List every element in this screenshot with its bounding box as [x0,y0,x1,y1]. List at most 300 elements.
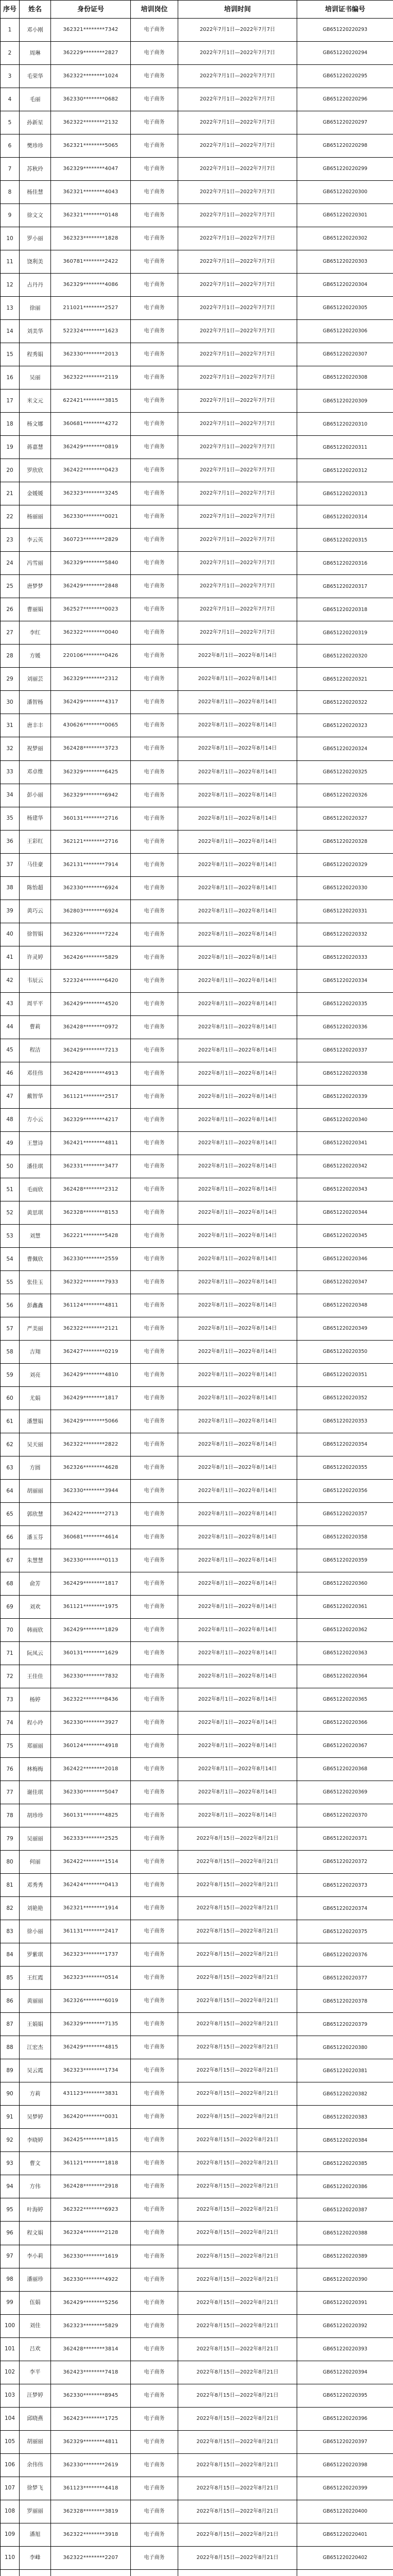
cell-index: 15 [1,343,20,366]
table-header-row [1,1,393,19]
cell-id-number: 362322********2121 [51,1317,131,1340]
cell-training-post: 电子商务 [131,2453,178,2477]
cell-training-period: 2022年8月15日—2022年8月21日 [178,2013,297,2036]
cell-id-number: 360124********4918 [51,1735,131,1758]
cell-training-post: 电子商务 [131,413,178,436]
table-row [1,2059,393,2082]
cell-training-post: 电子商务 [131,1479,178,1502]
cell-training-period: 2022年8月1日—2022年8月14日 [178,1526,297,1549]
table-row [1,2036,393,2059]
cell-training-period: 2022年8月15日—2022年8月21日 [178,1851,297,1874]
cell-index: 49 [1,1131,20,1155]
cell-id-number: 362428********2312 [51,1178,131,1201]
table-row [1,529,393,552]
cell-name: 杨婷 [20,1688,51,1711]
table-row [1,65,393,88]
cell-training-post: 电子商务 [131,1851,178,1874]
table-row [1,1363,393,1386]
cell-certificate-number: GB651220220303 [297,250,393,274]
cell-certificate-number: GB651220220380 [297,2036,393,2059]
table-row [1,1155,393,1178]
table-row [1,1943,393,1967]
cell-index: 92 [1,2129,20,2152]
cell-index: 12 [1,274,20,297]
cell-training-period: 2022年8月1日—2022年8月14日 [178,1479,297,1502]
cell-id-number: 362429********2848 [51,575,131,598]
cell-name: 伍娟 [20,2291,51,2314]
cell-index: 30 [1,691,20,714]
cell-certificate-number: GB651220220315 [297,529,393,552]
cell-index: 14 [1,320,20,343]
cell-training-period: 2022年8月1日—2022年8月14日 [178,923,297,946]
cell-training-post: 电子商务 [131,1456,178,1479]
cell-training-post: 电子商务 [131,1270,178,1294]
cell-id-number: 362424********0413 [51,1874,131,1897]
cell-id-number: 362329********4047 [51,158,131,181]
cell-index: 24 [1,552,20,575]
cell-training-post: 电子商务 [131,389,178,413]
cell-id-number: 362422********2018 [51,1758,131,1781]
cell-certificate-number: GB651220220391 [297,2291,393,2314]
cell-name: 黄丽丽 [20,1990,51,2013]
cell-name: 彭小丽 [20,784,51,807]
table-row [1,2268,393,2291]
cell-training-period: 2022年7月1日—2022年7月7日 [178,88,297,111]
cell-training-period: 2022年7月1日—2022年7月7日 [178,436,297,459]
cell-certificate-number: GB651220220384 [297,2129,393,2152]
cell-index: 88 [1,2036,20,2059]
cell-certificate-number: GB651220220396 [297,2407,393,2430]
cell-name: 占丹丹 [20,274,51,297]
cell-name: 杨丽丽 [20,505,51,529]
cell-index: 4 [1,88,20,111]
table-row [1,1108,393,1131]
cell-index: 53 [1,1224,20,1247]
cell-index: 93 [1,2152,20,2175]
cell-id-number: 362330********2013 [51,343,131,366]
cell-training-period: 2022年8月15日—2022年8月21日 [178,2245,297,2268]
cell-index: 65 [1,1503,20,1526]
cell-certificate-number: GB651220220328 [297,830,393,853]
cell-id-number: 362323********1828 [51,227,131,250]
cell-training-period: 2022年7月1日—2022年7月7日 [178,482,297,505]
cell-index: 79 [1,1827,20,1851]
cell-index: 86 [1,1990,20,2013]
cell-index: 32 [1,737,20,760]
cell-id-number: 362329********4086 [51,274,131,297]
cell-certificate-number: GB651220220401 [297,2523,393,2546]
cell-training-post: 电子商务 [131,204,178,227]
cell-index: 66 [1,1526,20,1549]
cell-training-post: 电子商务 [131,2361,178,2384]
table-row [1,807,393,830]
table-row [1,2198,393,2222]
cell-id-number: 362323********1734 [51,2059,131,2082]
cell-name: 罗丽丽 [20,2500,51,2523]
cell-training-post: 电子商务 [131,1526,178,1549]
cell-certificate-number: GB651220220336 [297,1015,393,1039]
cell-name: 刘艳艳 [20,1897,51,1920]
cell-name: 叶海婷 [20,2198,51,2222]
cell-training-post: 电子商务 [131,1967,178,1990]
cell-id-number: 362330********4922 [51,2268,131,2291]
cell-training-post: 电子商务 [131,1039,178,1062]
table-row [1,1711,393,1735]
cell-index: 3 [1,65,20,88]
table-row [1,598,393,621]
cell-training-period: 2022年8月1日—2022年8月14日 [178,784,297,807]
table-row [1,668,393,691]
cell-certificate-number: GB651220220367 [297,1735,393,1758]
table-row [1,645,393,668]
cell-index: 55 [1,1270,20,1294]
cell-name: 余伟伟 [20,2453,51,2477]
table-row [1,1642,393,1665]
cell-id-number: 362429********1829 [51,1619,131,1642]
cell-certificate-number: GB651220220381 [297,2059,393,2082]
cell-id-number: 362428********0972 [51,1015,131,1039]
cell-training-period: 2022年8月1日—2022年8月14日 [178,668,297,691]
cell-training-period: 2022年8月1日—2022年8月14日 [178,946,297,969]
cell-name: 程洁 [20,1039,51,1062]
cell-training-period: 2022年8月1日—2022年8月14日 [178,1201,297,1224]
cell-training-period: 2022年8月1日—2022年8月14日 [178,1619,297,1642]
table-row [1,737,393,760]
table-body [1,19,393,2576]
table-row [1,459,393,482]
table-row [1,134,393,158]
cell-id-number: 362322********6923 [51,2198,131,2222]
table-row [1,923,393,946]
cell-index: 36 [1,830,20,853]
cell-id-number: 362429********1817 [51,1386,131,1410]
cell-name: 吴丽丽 [20,1827,51,1851]
cell-training-post: 电子商务 [131,1943,178,1967]
cell-index: 13 [1,297,20,320]
cell-training-post [131,2569,178,2576]
cell-index: 100 [1,2314,20,2337]
cell-training-period: 2022年8月15日—2022年8月21日 [178,2523,297,2546]
cell-training-post: 电子商务 [131,830,178,853]
cell-id-number: 362423********7418 [51,2361,131,2384]
cell-id-number: 362323********5829 [51,2314,131,2337]
cell-id-number: 362422********2713 [51,1503,131,1526]
cell-name: 金媛媛 [20,482,51,505]
cell-certificate-number: GB651220220354 [297,1433,393,1456]
cell-training-period: 2022年8月15日—2022年8月21日 [178,2152,297,2175]
cell-id-number: 362429********4520 [51,992,131,1015]
table-row [1,111,393,134]
cell-training-period: 2022年8月15日—2022年8月21日 [178,2129,297,2152]
cell-name: 汪梦婷 [20,2384,51,2407]
cell-index: 105 [1,2430,20,2453]
cell-id-number: 362330********3944 [51,1479,131,1502]
table-row [1,2152,393,2175]
cell-certificate-number: GB651220220301 [297,204,393,227]
cell-name: 吉翔 [20,1340,51,1363]
cell-training-period: 2022年8月1日—2022年8月14日 [178,876,297,900]
cell-index: 73 [1,1688,20,1711]
cell-name: 潘玉芬 [20,1526,51,1549]
table-row [1,2337,393,2361]
cell-id-number: 362421********4811 [51,1131,131,1155]
cell-certificate-number: GB651220220304 [297,274,393,297]
cell-training-post: 电子商务 [131,65,178,88]
cell-certificate-number: GB651220220340 [297,1108,393,1131]
cell-training-post: 电子商务 [131,227,178,250]
cell-training-period: 2022年8月1日—2022年8月14日 [178,1363,297,1386]
cell-id-number: 362321********1914 [51,1897,131,1920]
cell-name: 王佳佳 [20,1665,51,1688]
cell-training-post: 电子商务 [131,1503,178,1526]
cell-training-period: 2022年7月1日—2022年7月7日 [178,274,297,297]
cell-name: 杨文娜 [20,413,51,436]
table-row [1,1433,393,1456]
cell-id-number: 360681********4614 [51,1526,131,1549]
cell-certificate-number: GB651220220387 [297,2198,393,2222]
table-row [1,552,393,575]
cell-id-number: 362322********2119 [51,366,131,389]
cell-name: 潘智杨 [20,691,51,714]
cell-name: 何丽 [20,1851,51,1874]
cell-training-post: 电子商务 [131,297,178,320]
cell-certificate-number: GB651220220365 [297,1688,393,1711]
cell-index: 109 [1,2523,20,2546]
cell-index: 56 [1,1294,20,1317]
cell-certificate-number: GB651220220385 [297,2152,393,2175]
cell-training-post: 电子商务 [131,2268,178,2291]
cell-training-period: 2022年8月15日—2022年8月21日 [178,2059,297,2082]
table-row [1,2082,393,2106]
cell-training-period: 2022年8月1日—2022年8月14日 [178,1247,297,1270]
cell-training-period: 2022年8月15日—2022年8月21日 [178,2036,297,2059]
table-row [1,1874,393,1897]
cell-id-number: 362420********0031 [51,2106,131,2129]
cell-training-period: 2022年8月1日—2022年8月14日 [178,1735,297,1758]
cell-training-post: 电子商务 [131,1433,178,1456]
cell-certificate-number: GB651220220294 [297,42,393,65]
cell-index: 33 [1,760,20,784]
cell-certificate-number: GB651220220349 [297,1317,393,1340]
cell-training-post: 电子商务 [131,1247,178,1270]
cell-index: 35 [1,807,20,830]
cell-training-period: 2022年8月15日—2022年8月21日 [178,1874,297,1897]
cell-name: 俞芳 [20,1572,51,1596]
cell-training-post: 电子商务 [131,2291,178,2314]
cell-name: 米文元 [20,389,51,413]
cell-id-number: 362429********5256 [51,2291,131,2314]
cell-id-number: 362321********7342 [51,19,131,42]
cell-training-period: 2022年8月1日—2022年8月14日 [178,1665,297,1688]
cell-certificate-number: GB651220220309 [297,389,393,413]
cell-training-post: 电子商务 [131,2384,178,2407]
cell-id-number: 362330********7832 [51,1665,131,1688]
cell-training-period: 2022年8月15日—2022年8月21日 [178,1990,297,2013]
cell-training-period: 2022年8月1日—2022年8月14日 [178,1572,297,1596]
cell-id-number: 362323********0514 [51,1967,131,1990]
cell-training-post: 电子商务 [131,1642,178,1665]
cell-name: 徐小丽 [20,1920,51,1943]
table-row [1,2106,393,2129]
table-row [1,2523,393,2546]
cell-name: 胡丽丽 [20,2430,51,2453]
cell-certificate-number: GB651220220343 [297,1178,393,1201]
cell-training-period: 2022年8月1日—2022年8月14日 [178,1711,297,1735]
cell-index: 22 [1,505,20,529]
cell-index: 70 [1,1619,20,1642]
cell-training-period: 2022年8月1日—2022年8月14日 [178,1270,297,1294]
cell-id-number: 362322********0040 [51,621,131,645]
table-row [1,320,393,343]
table-row [1,482,393,505]
cell-training-post: 电子商务 [131,552,178,575]
cell-training-post: 电子商务 [131,436,178,459]
cell-name: 王慧诗 [20,1131,51,1155]
cell-id-number [51,2569,131,2576]
table-row [1,2222,393,2245]
cell-index: 25 [1,575,20,598]
cell-training-post: 电子商务 [131,575,178,598]
cell-training-period: 2022年8月1日—2022年8月14日 [178,992,297,1015]
cell-training-post: 电子商务 [131,946,178,969]
cell-name: 邓佳伟 [20,1062,51,1085]
table-row [1,2569,393,2576]
cell-training-period: 2022年8月1日—2022年8月14日 [178,1317,297,1340]
cell-id-number: 360131********4825 [51,1804,131,1827]
cell-id-number: 362429********0819 [51,436,131,459]
cell-training-period: 2022年8月15日—2022年8月21日 [178,2384,297,2407]
cell-certificate-number: GB651220220395 [297,2384,393,2407]
cell-name: 陈怡超 [20,876,51,900]
cell-training-period: 2022年7月1日—2022年7月7日 [178,134,297,158]
cell-index: 29 [1,668,20,691]
cell-index: 63 [1,1456,20,1479]
cell-index: 50 [1,1155,20,1178]
cell-training-period: 2022年8月15日—2022年8月21日 [178,2407,297,2430]
table-row [1,19,393,42]
cell-name: 杨佳慧 [20,181,51,204]
cell-name: 吴云霞 [20,2059,51,2082]
cell-name: 潘旭 [20,2523,51,2546]
cell-index: 44 [1,1015,20,1039]
table-row [1,575,393,598]
table-row [1,88,393,111]
cell-id-number: 362422********0423 [51,459,131,482]
cell-id-number: 362322********7933 [51,1270,131,1294]
cell-training-post: 电子商务 [131,343,178,366]
cell-index: 10 [1,227,20,250]
cell-certificate-number: GB651220220335 [297,992,393,1015]
cell-index: 41 [1,946,20,969]
cell-training-post: 电子商务 [131,1085,178,1108]
cell-certificate-number: GB651220220295 [297,65,393,88]
cell-index: 39 [1,900,20,923]
cell-training-period: 2022年8月1日—2022年8月14日 [178,1178,297,1201]
cell-name: 严美丽 [20,1317,51,1340]
cell-index: 101 [1,2337,20,2361]
cell-certificate-number: GB651220220311 [297,436,393,459]
table-row [1,900,393,923]
cell-name: 邓小刚 [20,19,51,42]
cell-id-number: 360681********4272 [51,413,131,436]
cell-name: 郑丽丽 [20,1735,51,1758]
cell-index: 60 [1,1386,20,1410]
cell-training-post: 电子商务 [131,1410,178,1433]
cell-training-period: 2022年7月1日—2022年7月7日 [178,65,297,88]
table-row [1,1851,393,1874]
cell-training-period: 2022年8月1日—2022年8月14日 [178,1456,297,1479]
cell-id-number: 362428********3814 [51,2337,131,2361]
cell-index: 74 [1,1711,20,1735]
table-row [1,1781,393,1804]
cell-id-number: 362329********7135 [51,2013,131,2036]
cell-certificate-number: GB651220220321 [297,668,393,691]
cell-index: 59 [1,1363,20,1386]
cell-training-period: 2022年8月1日—2022年8月14日 [178,760,297,784]
cell-certificate-number: GB651220220317 [297,575,393,598]
cell-index: 94 [1,2175,20,2198]
cell-id-number: 362326********7224 [51,923,131,946]
table-row [1,2013,393,2036]
cell-id-number: 361121********1818 [51,2152,131,2175]
cell-certificate-number: GB651220220337 [297,1039,393,1062]
cell-name: 郭欣慧 [20,1503,51,1526]
cell-id-number: 362329********2312 [51,668,131,691]
cell-training-period: 2022年7月1日—2022年7月7日 [178,250,297,274]
cell-training-post: 电子商务 [131,900,178,923]
cell-certificate-number: GB651220220357 [297,1503,393,1526]
cell-training-post: 电子商务 [131,1131,178,1155]
cell-training-period: 2022年7月1日—2022年7月7日 [178,575,297,598]
table-row [1,992,393,1015]
cell-id-number: 361131********2417 [51,1920,131,1943]
cell-training-post: 电子商务 [131,459,178,482]
cell-training-period: 2022年8月1日—2022年8月14日 [178,1781,297,1804]
cell-name: 阮凤云 [20,1642,51,1665]
cell-certificate-number: GB651220220293 [297,19,393,42]
cell-index: 7 [1,158,20,181]
cell-training-period: 2022年7月1日—2022年7月7日 [178,552,297,575]
cell-name: 曹丽娟 [20,598,51,621]
cell-certificate-number: GB651220220383 [297,2106,393,2129]
cell-id-number: 360131********2716 [51,807,131,830]
cell-certificate-number: GB651220220386 [297,2175,393,2198]
cell-training-period: 2022年7月1日—2022年7月7日 [178,297,297,320]
cell-certificate-number: GB651220220351 [297,1363,393,1386]
cell-training-period: 2022年8月15日—2022年8月21日 [178,2198,297,2222]
cell-name: 唐梦梦 [20,575,51,598]
table-row [1,1270,393,1294]
cell-index: 26 [1,598,20,621]
table-row [1,2291,393,2314]
cell-certificate-number: GB651220220388 [297,2222,393,2245]
cell-training-post: 电子商务 [131,1572,178,1596]
cell-training-period: 2022年8月1日—2022年8月14日 [178,900,297,923]
cell-training-period: 2022年7月1日—2022年7月7日 [178,158,297,181]
cell-training-post: 电子商务 [131,1317,178,1340]
cell-training-period: 2022年8月1日—2022年8月14日 [178,1503,297,1526]
cell-index: 8 [1,181,20,204]
cell-training-period: 2022年7月1日—2022年7月7日 [178,227,297,250]
cell-training-period: 2022年8月15日—2022年8月21日 [178,1943,297,1967]
cell-certificate-number: GB651220220358 [297,1526,393,1549]
table-row [1,1827,393,1851]
table-row [1,1572,393,1596]
cell-training-post: 电子商务 [131,807,178,830]
cell-id-number: 362333********2525 [51,1827,131,1851]
cell-certificate-number: GB651220220322 [297,691,393,714]
table-row [1,436,393,459]
